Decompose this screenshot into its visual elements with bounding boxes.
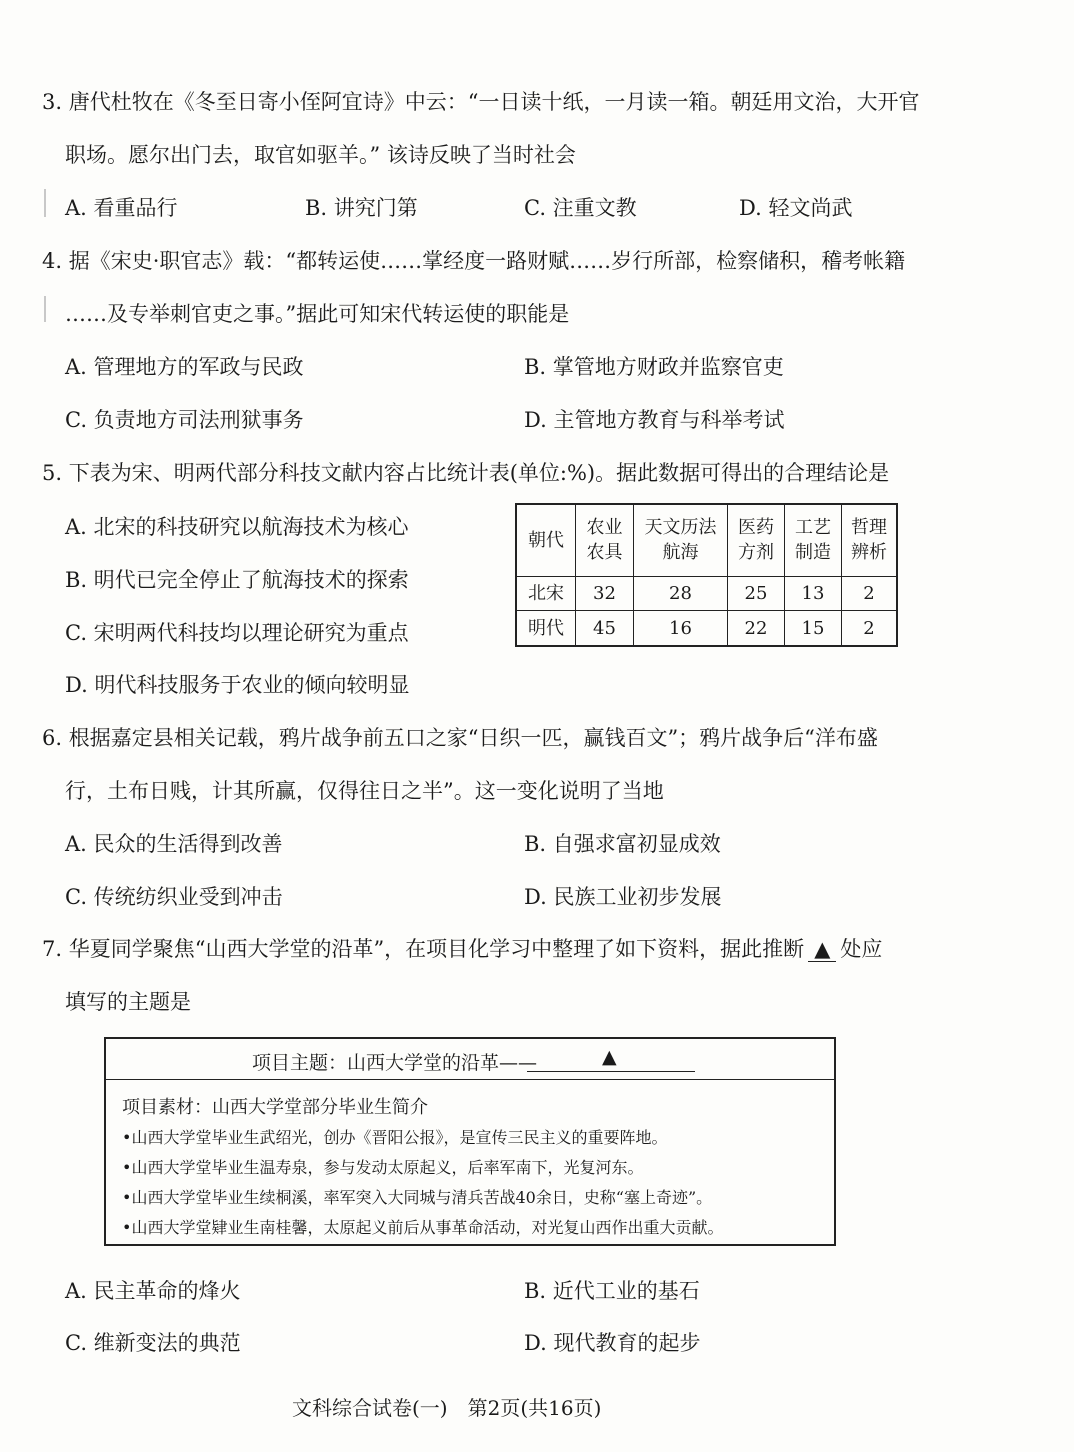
q4-option-a[interactable]: A. 管理地方的军政与民政 bbox=[65, 355, 304, 379]
header-text: 航海 bbox=[662, 542, 699, 564]
q7-stem-text: 7. 华夏同学聚焦“山西大学堂的沿革”，在项目化学习中整理了如下资料，据此推断 bbox=[42, 937, 805, 961]
q7-stem-text-end: 处应 bbox=[840, 937, 883, 961]
table-cell: 28 bbox=[634, 576, 728, 611]
table-cell: 16 bbox=[634, 611, 728, 646]
q4-option-d[interactable]: D. 主管地方教育与科举考试 bbox=[524, 408, 785, 432]
scan-mark bbox=[44, 296, 46, 322]
q3-option-d[interactable]: D. 轻文尚武 bbox=[739, 196, 853, 220]
table-cell: 15 bbox=[785, 611, 842, 646]
table-cell: 2 bbox=[842, 611, 898, 646]
q4-stem-line2: ……及专举刺官吏之事。”据此可知宋代转运使的职能是 bbox=[65, 302, 570, 326]
q5-option-a[interactable]: A. 北宋的科技研究以航海技术为核心 bbox=[65, 515, 409, 539]
table-cell: 45 bbox=[576, 611, 634, 646]
q7-project-box bbox=[104, 1037, 836, 1246]
project-theme-label: 项目主题：山西大学堂的沿革—— bbox=[252, 1052, 538, 1074]
q5-option-b[interactable]: B. 明代已完全停止了航海技术的探索 bbox=[65, 568, 409, 592]
project-bullet: •山西大学堂肄业生南桂馨，太原起义前后从事革命活动，对光复山西作出重大贡献。 bbox=[122, 1218, 724, 1237]
q7-stem-line2: 填写的主题是 bbox=[65, 990, 191, 1014]
table-cell: 13 bbox=[785, 576, 842, 611]
table-cell: 22 bbox=[728, 611, 785, 646]
q6-option-b[interactable]: B. 自强求富初显成效 bbox=[524, 832, 721, 856]
header-text: 工艺 bbox=[795, 517, 831, 539]
scan-mark bbox=[44, 189, 46, 217]
header-text: 制造 bbox=[795, 542, 831, 564]
table-cell: 北宋 bbox=[516, 576, 576, 611]
project-bullet: •山西大学堂毕业生温寿泉，参与发动太原起义，后率军南下，光复河东。 bbox=[122, 1158, 644, 1177]
q4-stem-line1: 4. 据《宋史·职官志》载：“都转运使……掌经度一路财赋……岁行所部，检察储积，稽考帐籍 bbox=[42, 249, 906, 273]
header-text: 农具 bbox=[586, 542, 623, 564]
table-cell: 25 bbox=[728, 576, 785, 611]
q4-option-c[interactable]: C. 负责地方司法刑狱事务 bbox=[65, 408, 304, 432]
header-text: 朝代 bbox=[528, 529, 564, 551]
project-bullet: •山西大学堂毕业生续桐溪，率军突入大同城与清兵苦战40余日，史称“塞上奇迹”。 bbox=[122, 1188, 713, 1207]
q6-stem-line2: 行，土布日贱，计其所赢，仅得往日之半”。这一变化说明了当地 bbox=[65, 779, 664, 803]
header-text: 哲理 bbox=[851, 517, 887, 539]
table-cell: 32 bbox=[576, 576, 634, 611]
q7-stem-line1 bbox=[42, 933, 882, 963]
q6-option-c[interactable]: C. 传统纺织业受到冲击 bbox=[65, 885, 283, 909]
q3-stem-line2: 职场。愿尔出门去，取官如驱羊。” 该诗反映了当时社会 bbox=[65, 143, 576, 167]
table-header-cell bbox=[576, 504, 634, 576]
table-header-cell bbox=[728, 504, 785, 576]
q7-blank: ▲ bbox=[808, 937, 836, 962]
header-text: 方剂 bbox=[738, 542, 774, 564]
table-header-cell bbox=[516, 504, 576, 576]
header-text: 农业 bbox=[586, 517, 623, 539]
q7-option-b[interactable]: B. 近代工业的基石 bbox=[524, 1279, 700, 1303]
q3-option-a[interactable]: A. 看重品行 bbox=[65, 196, 178, 220]
project-theme-blank-marker: ▲ bbox=[602, 1046, 617, 1068]
header-text: 医药 bbox=[738, 517, 774, 539]
q5-stem-line1: 5. 下表为宋、明两代部分科技文献内容占比统计表(单位:%)。据此数据可得出的合理结论是 bbox=[42, 461, 890, 485]
q6-option-d[interactable]: D. 民族工业初步发展 bbox=[524, 885, 722, 909]
header-text: 辨析 bbox=[851, 542, 887, 564]
q5-stats-table bbox=[515, 503, 898, 647]
q6-option-a[interactable]: A. 民众的生活得到改善 bbox=[65, 832, 283, 856]
table-cell: 明代 bbox=[516, 611, 576, 646]
table-header-cell bbox=[634, 504, 728, 576]
q6-stem-line1: 6. 根据嘉定县相关记载，鸦片战争前五口之家“日织一匹，赢钱百文”；鸦片战争后“洋布盛 bbox=[42, 726, 878, 750]
table-cell: 2 bbox=[842, 576, 898, 611]
project-theme-blank-line bbox=[527, 1071, 695, 1072]
table-row bbox=[516, 611, 897, 646]
q3-option-c[interactable]: C. 注重文教 bbox=[524, 196, 637, 220]
q3-stem-line1: 3. 唐代杜牧在《冬至日寄小侄阿宜诗》中云：“一日读十纸，一月读一箱。朝廷用文治，大开官 bbox=[42, 90, 920, 114]
q7-option-c[interactable]: C. 维新变法的典范 bbox=[65, 1331, 241, 1355]
project-bullet: •山西大学堂毕业生武绍光，创办《晋阳公报》，是宣传三民主义的重要阵地。 bbox=[122, 1128, 668, 1147]
q5-option-c[interactable]: C. 宋明两代科技均以理论研究为重点 bbox=[65, 621, 409, 645]
q7-option-a[interactable]: A. 民主革命的烽火 bbox=[65, 1279, 241, 1303]
table-row bbox=[516, 576, 897, 611]
page-footer: 文科综合试卷(一) 第2页(共16页) bbox=[292, 1396, 602, 1420]
project-material-label: 项目素材：山西大学堂部分毕业生简介 bbox=[122, 1097, 428, 1118]
table-header-cell bbox=[785, 504, 842, 576]
table-header-row bbox=[516, 504, 897, 576]
q7-option-d[interactable]: D. 现代教育的起步 bbox=[524, 1331, 701, 1355]
q3-option-b[interactable]: B. 讲究门第 bbox=[305, 196, 418, 220]
header-text: 天文历法 bbox=[644, 517, 717, 539]
table-header-cell bbox=[842, 504, 898, 576]
q5-option-d[interactable]: D. 明代科技服务于农业的倾向较明显 bbox=[65, 673, 410, 697]
q4-option-b[interactable]: B. 掌管地方财政并监察官吏 bbox=[524, 355, 784, 379]
